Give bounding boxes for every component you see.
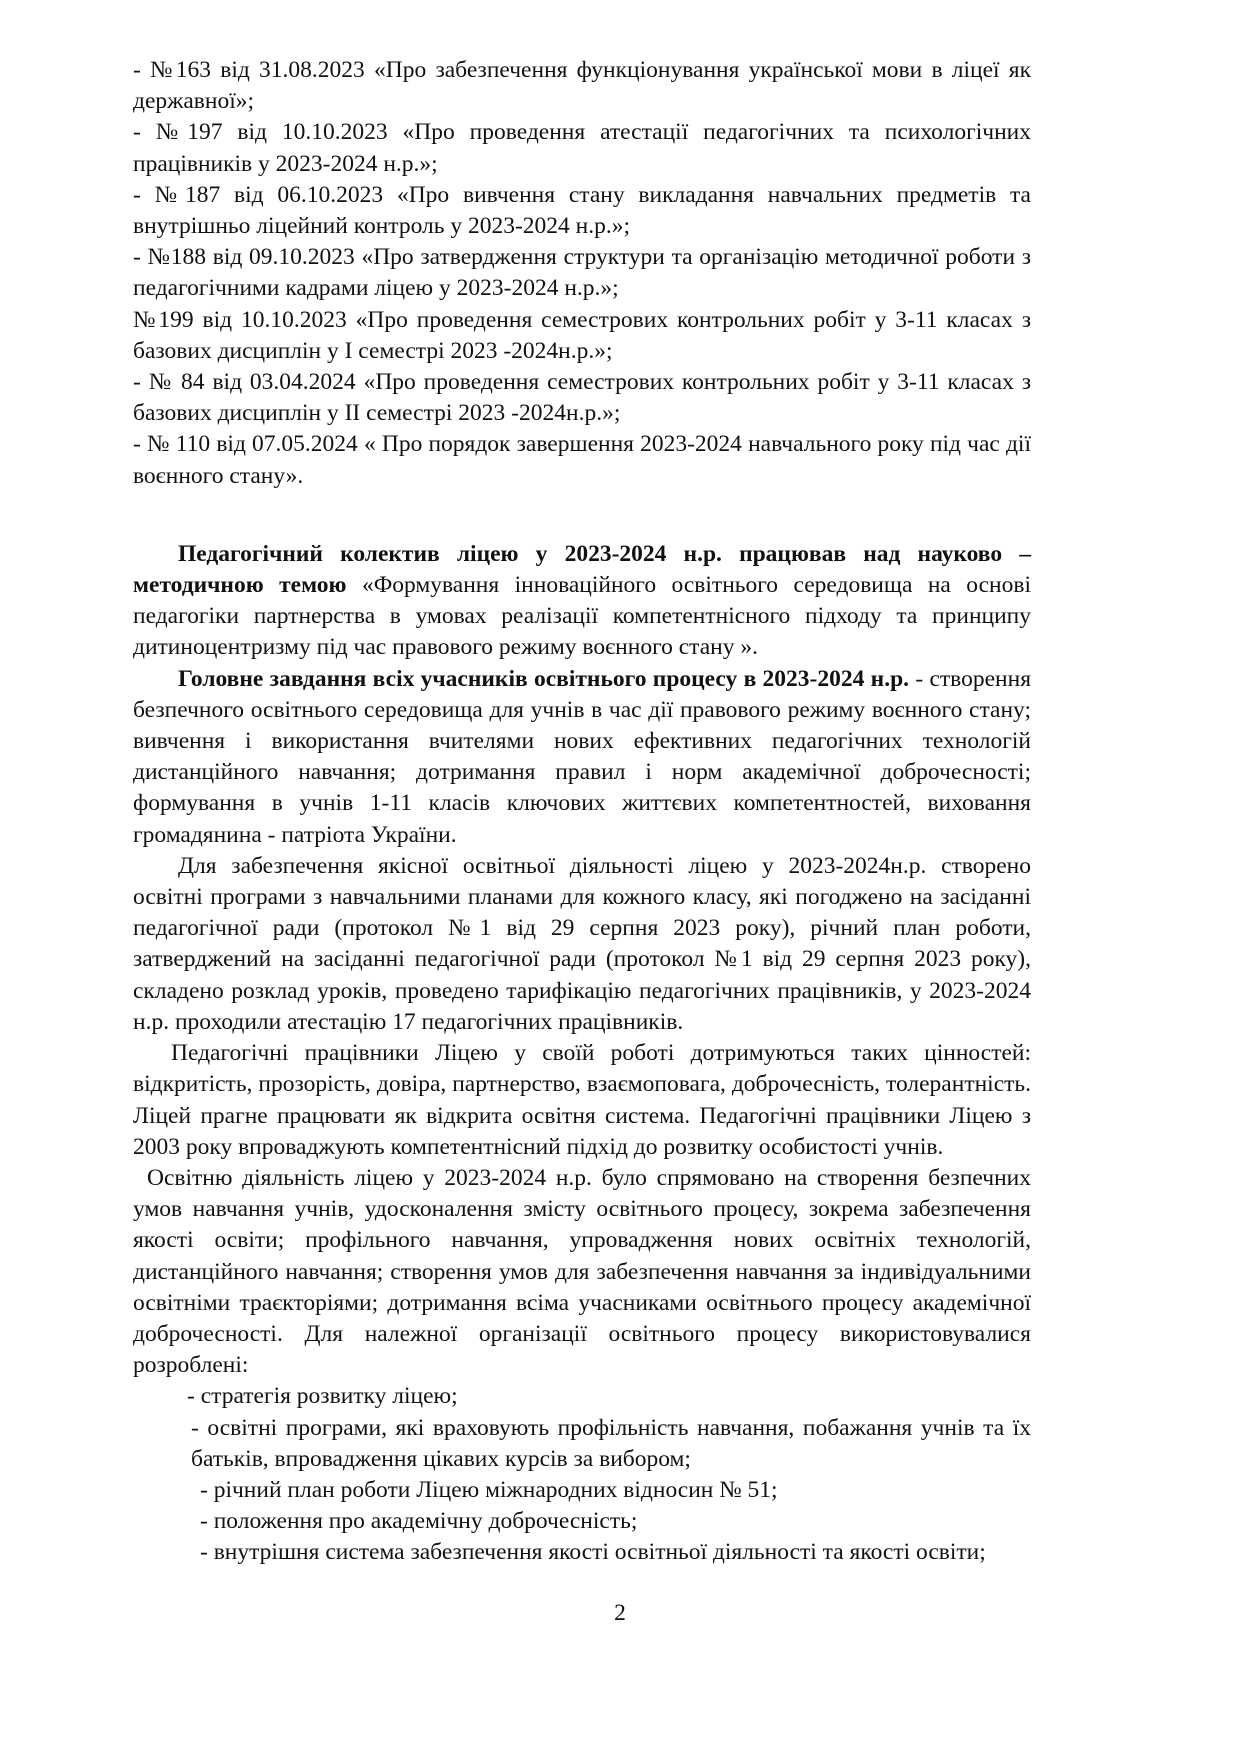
documents-list-item: - стратегія розвитку ліцею;	[187, 1383, 458, 1410]
order-item: - №163 від 31.08.2023 «Про забезпечення функціонування української мови в ліцеї як державної»;	[133, 57, 1031, 115]
order-item: - № 110 від 07.05.2024 « Про порядок завершення 2023-2024 навчального року під час дії воєнного стану».	[133, 431, 1031, 489]
order-item: №199 від 10.10.2023 «Про проведення семестрових контрольних робіт у 3-11 класах з базових дисциплін у І семестрі 2023 -2024н.р.»;	[133, 306, 1031, 364]
order-item: - №188 від 09.10.2023 «Про затвердження структури та організацію методичної роботи з педагогічними кадрами ліцею у 2023-2024 н.р.»;	[133, 244, 1031, 302]
documents-list-item: - положення про академічну доброчесність;	[200, 1508, 638, 1535]
spacer	[133, 492, 1031, 539]
body-paragraph: Освітню діяльність ліцею у 2023-2024 н.р. було спрямовано на створення безпечних умов навчання учнів, удосконалення змісту освітнього процесу, зокрема забезпечення якості освіти; профільного навчання, упровадження нових освітніх технологій, дистанційного навчання; створення умов для забезпечення навчання за індивідуальними освітніми траєкторіями; дотримання всіма учасниками освітнього процесу академічної доброчесності. Для належної організації освітнього процесу використовувалися розроблені:	[133, 1164, 1031, 1379]
methodical-theme-paragraph	[133, 539, 1031, 664]
main-task-paragraph	[133, 664, 1031, 851]
orders-list	[133, 55, 1031, 492]
methodical-theme-text: «Формування інноваційного освітнього середовища на основі педагогіки партнерства в умовах реалізації компетентнісного підходу та принципу дитиноцентризму під час правового режиму воєнного стану ».	[133, 572, 1031, 661]
main-task-text: - створення безпечного освітнього середовища для учнів в час дії правового режиму воєнного стану; вивчення і використання вчителями нових ефективних педагогічних технологій дистанційного навчання; дотримання правил і норм академічної доброчесності; формування в учнів 1-11 класів ключових життєвих компетентностей, виховання громадянина - патріота України.	[133, 665, 1031, 848]
order-item: - № 84 від 03.04.2024 «Про проведення семестрових контрольних робіт у 3-11 класах з базових дисциплін у ІІ семестрі 2023 -2024н.р.»;	[133, 369, 1031, 427]
documents-list-item: - внутрішня система забезпечення якості освітньої діяльності та якості освіти;	[200, 1539, 986, 1566]
documents-list-item: - освітні програми, які враховують профільність навчання, побажання учнів та їх батьків, впровадження цікавих курсів за вибором;	[191, 1414, 1031, 1472]
order-item: - №197 від 10.10.2023 «Про проведення атестації педагогічних та психологічних працівників у 2023-2024 н.р.»;	[133, 119, 1031, 177]
body-paragraph: Для забезпечення якісної освітньої діяльності ліцею у 2023-2024н.р. створено освітні програми з навчальними планами для кожного класу, які погоджено на засіданні педагогічної ради (протокол №1 від 29 серпня 2023 року), річний план роботи, затверджений на засіданні педагогічної ради (протокол №1 від 29 серпня 2023 року), складено розклад уроків, проведено тарифікацію педагогічних працівників, у 2023-2024 н.р. проходили атестацію 17 педагогічних працівників.	[133, 852, 1031, 1035]
documents-list	[133, 1381, 1031, 1568]
page-number: 2	[614, 1600, 626, 1626]
body-paragraph: Педагогічні працівники Ліцею у своїй роботі дотримуються таких цінностей: відкритість, прозорість, довіра, партнерство, взаємоповага, доброчесність, толерантність. Ліцей прагне працювати як відкрита освітня система. Педагогічні працівники Ліцею з 2003 року впроваджують компетентнісний підхід до розвитку особистості учнів.	[133, 1040, 1031, 1160]
order-item: - №187 від 06.10.2023 «Про вивчення стану викладання навчальних предметів та внутрішньо ліцейний контроль у 2023-2024 н.р.»;	[133, 181, 1031, 240]
document-page	[133, 55, 1031, 1569]
main-task-lead: Головне завдання всіх учасників освітнього процесу в 2023-2024 н.р.	[178, 665, 910, 692]
methodical-theme-lead: Педагогічний колектив ліцею у 2023-2024 н.р. працював над науково – методичною темою	[133, 540, 1031, 599]
documents-list-item: - річний план роботи Ліцею міжнародних відносин № 51;	[200, 1476, 778, 1503]
